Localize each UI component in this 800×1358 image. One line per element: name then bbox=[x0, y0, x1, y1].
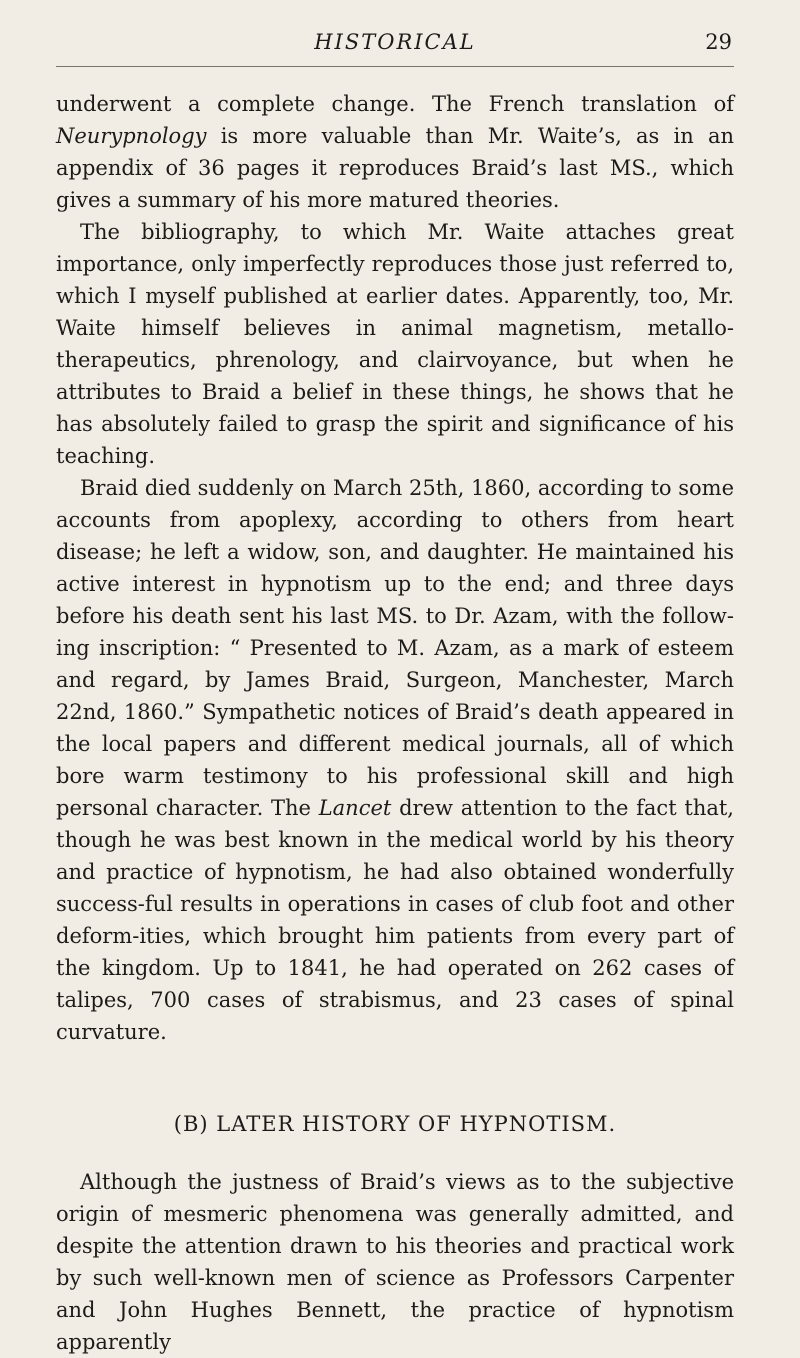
book-title-neurypnology: Neurypnology bbox=[56, 124, 207, 148]
body-text bbox=[56, 88, 734, 1358]
paragraph-3-end: drew attention to the fact that, though he was best known in the medical world by his theory and practice of hypnotism, he had also obtained wonderfully success-ful results in operations in cases of club foot and other deform-ities, which brought him patients from every part of the kingdom. Up to 1841, he had operated on 262 cases of talipes, 700 cases of strabismus, and 23 cases of spinal curvature. bbox=[56, 796, 734, 1044]
paragraph-3 bbox=[56, 472, 734, 1048]
section-heading: (B) LATER HISTORY OF HYPNOTISM. bbox=[173, 1112, 617, 1136]
journal-title-lancet: Lancet bbox=[318, 796, 392, 820]
running-header bbox=[56, 26, 734, 67]
page-number: 29 bbox=[705, 30, 732, 54]
running-title: HISTORICAL bbox=[314, 30, 476, 54]
paragraph-1-start: underwent a complete change. The French translation of bbox=[56, 92, 734, 116]
paragraph-3-start: Braid died suddenly on March 25th, 1860, according to some accounts from apoplexy, according to others from heart disease; he left a widow, son, and daughter. He maintained his active interest in hypnotism up to the end; and three days before his death sent his last MS. to Dr. Azam, with the follow-ing inscription: “ Presented to M. Azam, as a mark of esteem and regard, by James Braid, Surgeon, Manchester, March 22nd, 1860.” Sympathetic notices of Braid’s death appeared in the local papers and different medical journals, all of which bore warm testimony to his professional skill and high personal character. The bbox=[56, 476, 734, 820]
section-paragraph: Although the justness of Braid’s views as to the subjective origin of mesmeric phenomena was generally admitted, and despite the attention drawn to his theories and practical work by such well-known men of science as Professors Carpenter and John Hughes Bennett, the practice of hypnotism apparently bbox=[56, 1170, 734, 1354]
paragraph-2: The bibliography, to which Mr. Waite attaches great importance, only imperfectly reproduces those just referred to, which I myself published at earlier dates. Apparently, too, Mr. Waite himself believes in animal magnetism, metallo-therapeutics, phrenology, and clairvoyance, but when he attributes to Braid a belief in these things, he shows that he has absolutely failed to grasp the spirit and significance of his teaching. bbox=[56, 220, 734, 468]
paragraph-1-end: is more valuable than Mr. Waite’s, as in an appendix of 36 pages it reproduces Braid’s last MS., which gives a summary of his more matured theories. bbox=[56, 124, 734, 212]
paragraph-1 bbox=[56, 88, 734, 216]
